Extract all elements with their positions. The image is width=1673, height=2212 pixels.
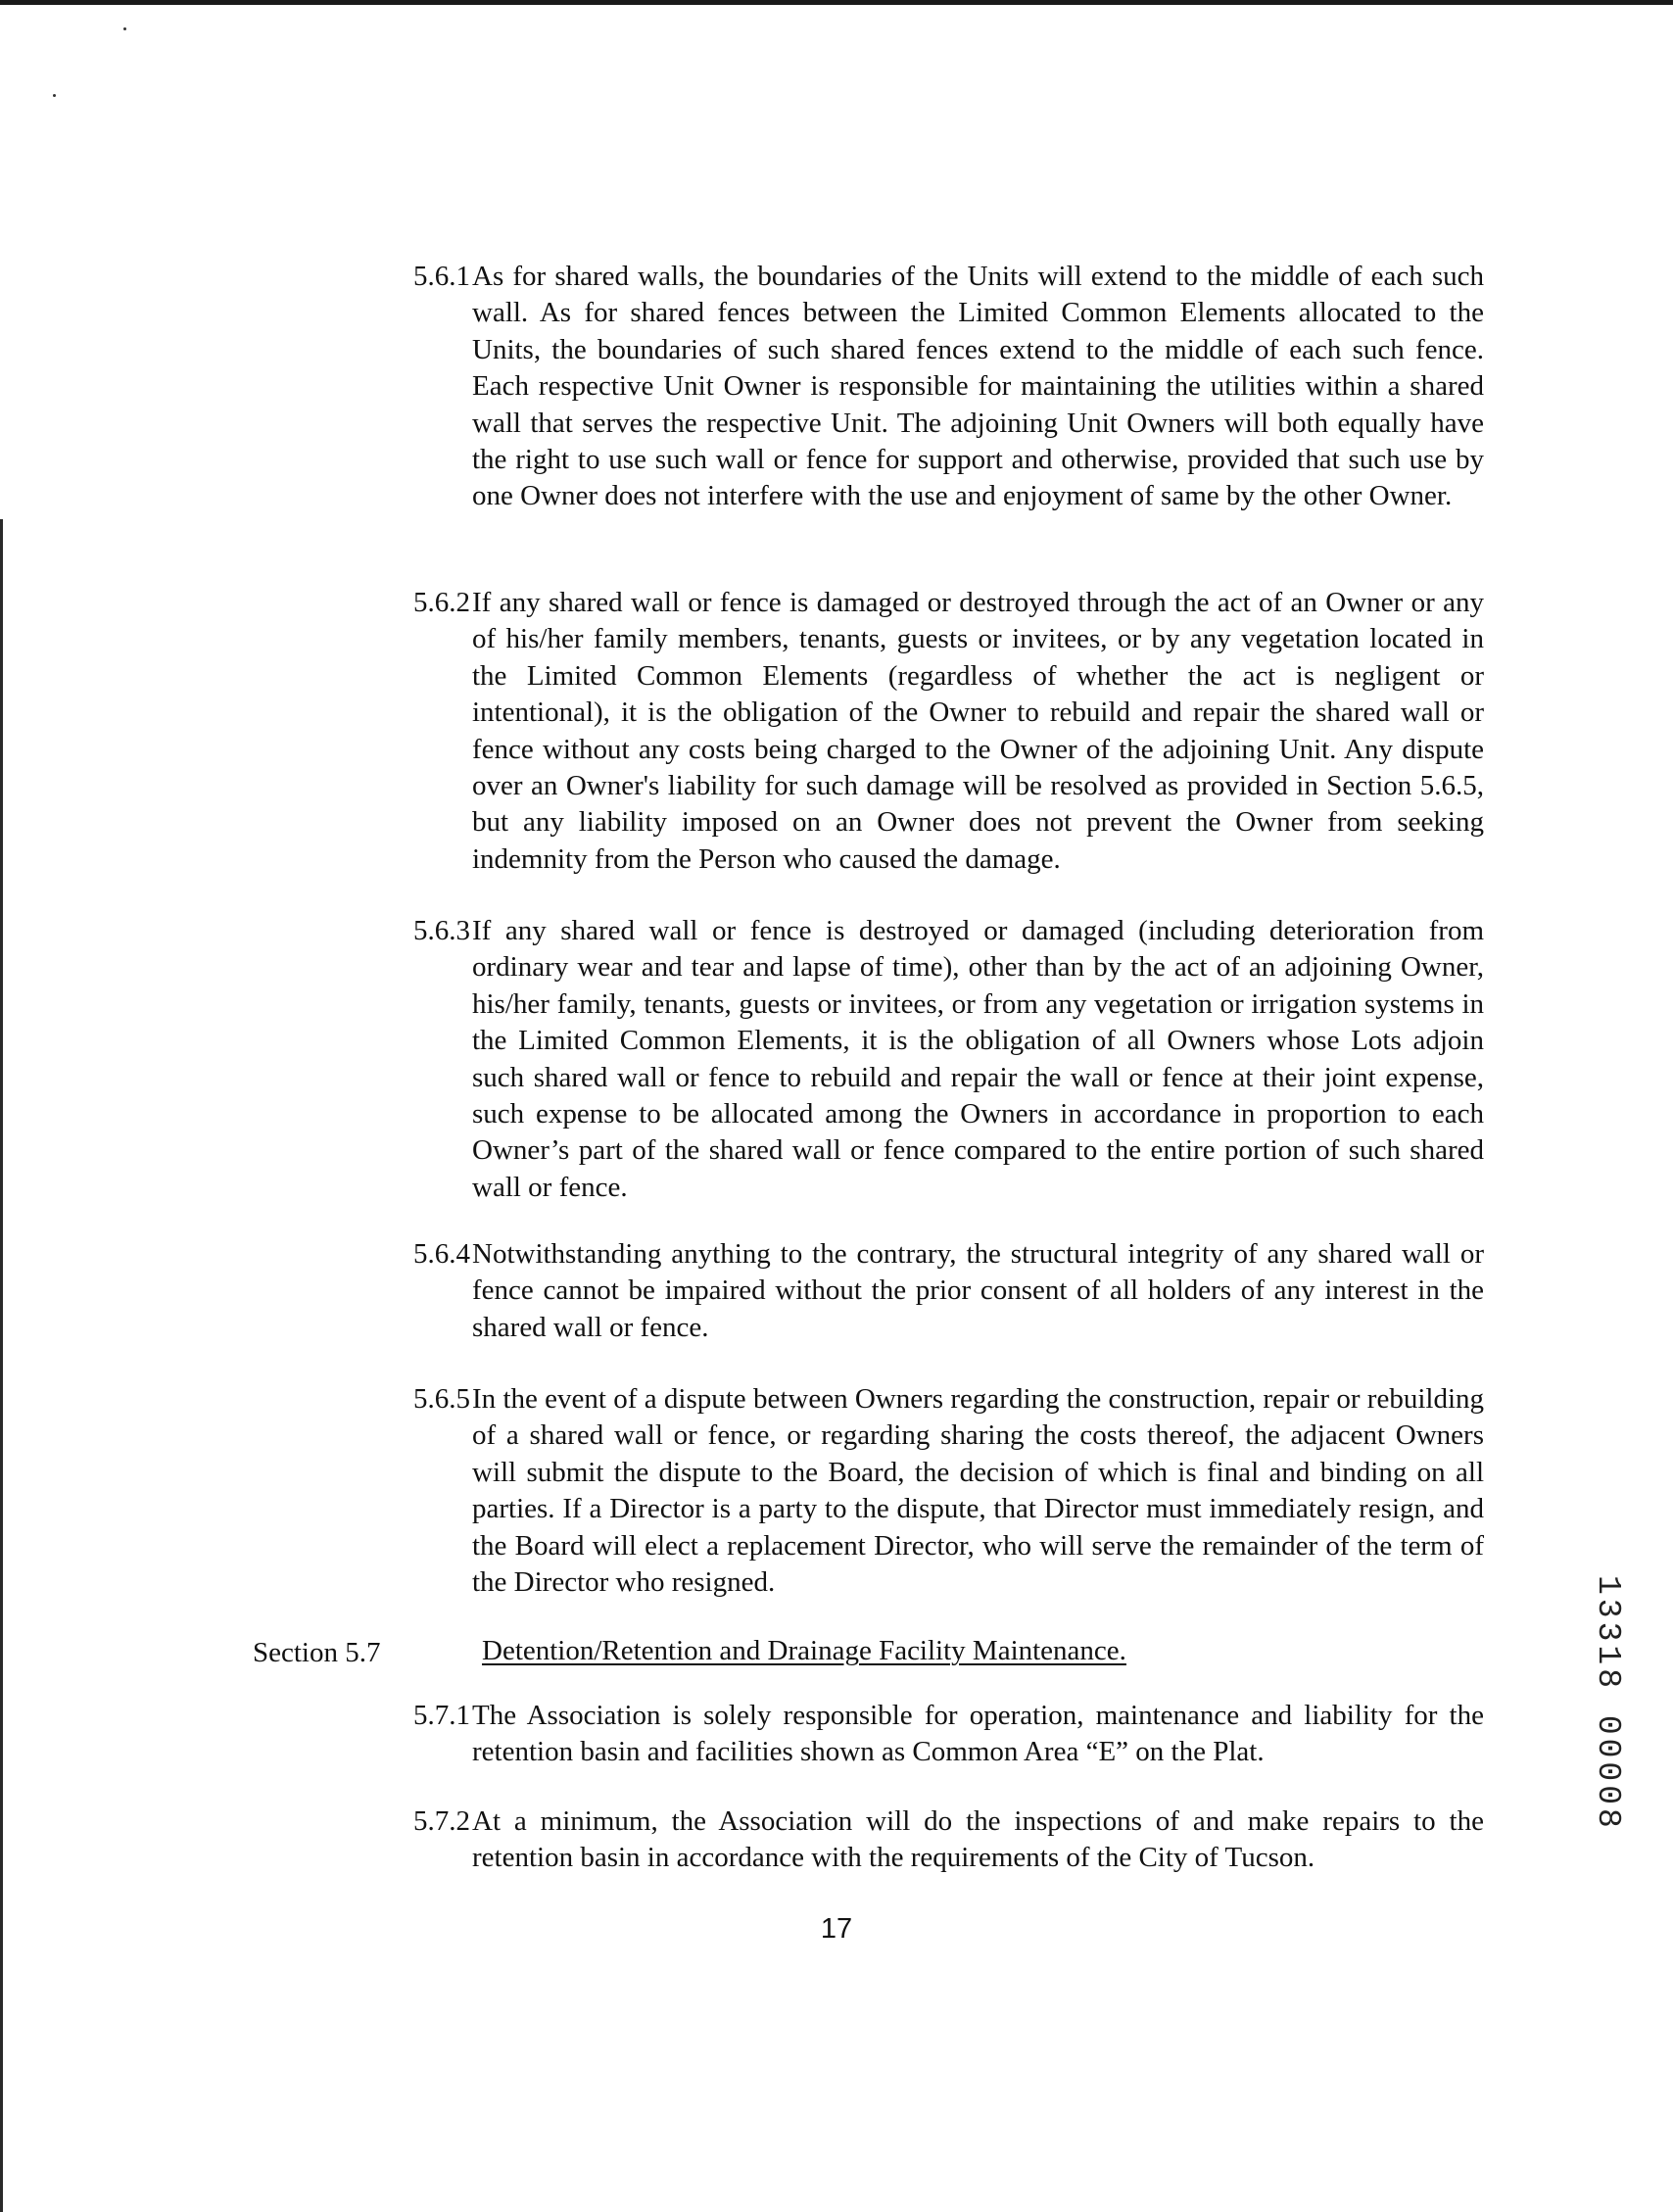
- paragraph-number: 5.6.5: [413, 1383, 470, 1415]
- page-number: 17: [820, 1913, 853, 1945]
- paragraph-text: If any shared wall or fence is damaged or destroyed through the act of an Owner or any of his/her family members, tenants, guests or invitees, or by any vegetation located in the Limited Common Elements (regardless of whether the act is negligent or intentional), it is the obligation of the Owner to rebuild and repair the shared wall or fence without any costs being charged to the Owner of the adjoining Unit. Any dispute over an Owner's liability for such damage will be resolved as provided in Section 5.6.5, but any liability imposed on an Owner does not prevent the Owner from seeking indemnity from the Person who caused the damage.: [472, 587, 1484, 875]
- paragraph-number: 5.7.2: [413, 1805, 470, 1837]
- scan-speck: [123, 27, 126, 30]
- paragraph-text: In the event of a dispute between Owners regarding the construction, repair or rebuilding of a shared wall or fence, or regarding sharing the costs thereof, the adjacent Owners will submit the dispute to the Board, the decision of which is final and binding on all parties. If a Director is a party to the dispute, that Director must immediately resign, and the Board will elect a replacement Director, who will serve the remainder of the term of the Director who resigned.: [472, 1383, 1484, 1599]
- paragraph-text: At a minimum, the Association will do the inspections of and make repairs to the retention basin in accordance with the requirements of the City of Tucson.: [472, 1805, 1484, 1874]
- recording-stamp: 13318 00008: [1590, 1575, 1626, 1832]
- scan-edge-mark: [0, 519, 3, 2212]
- paragraph-number: 5.6.2: [413, 587, 470, 618]
- paragraph-text: If any shared wall or fence is destroyed or damaged (including deterioration from ordinary wear and tear and lapse of time), other than by the act of an adjoining Owner, his/her family, tenants, guests or invitees, or from any vegetation or irrigation systems in the Limited Common Elements, it is the obligation of all Owners whose Lots adjoin such shared wall or fence to rebuild and repair the wall or fence at their joint expense, such expense to be allocated among the Owners in accordance in proportion to each Owner’s part of the shared wall or fence compared to the entire portion of such shared wall or fence.: [472, 915, 1484, 1203]
- paragraph-number: 5.6.4: [413, 1238, 470, 1270]
- section-title: Detention/Retention and Drainage Facility Maintenance.: [482, 1635, 1126, 1666]
- paragraph-number: 5.6.3: [413, 915, 470, 946]
- paragraph-number: 5.6.1: [413, 261, 470, 292]
- scan-speck: [53, 94, 56, 97]
- section-label: Section 5.7: [253, 1637, 381, 1668]
- paragraph-number: 5.7.1: [413, 1700, 470, 1731]
- paragraph-text: As for shared walls, the boundaries of the Units will extend to the middle of each such wall. As for shared fences between the Limited Common Elements allocated to the Units, the boundaries of such shared fences extend to the middle of each such fence. Each respective Unit Owner is responsible for maintaining the utilities within a shared wall that serves the respective Unit. The adjoining Unit Owners will both equally have the right to use such wall or fence for support and otherwise, provided that such use by one Owner does not interfere with the use and enjoyment of same by the other Owner.: [472, 261, 1484, 512]
- page-top-border: [0, 0, 1673, 5]
- paragraph-text: Notwithstanding anything to the contrary, the structural integrity of any shared wall or fence cannot be impaired without the prior consent of all holders of any interest in the shared wall or fence.: [472, 1238, 1484, 1343]
- paragraph-text: The Association is solely responsible for operation, maintenance and liability for the retention basin and facilities shown as Common Area “E” on the Plat.: [472, 1700, 1484, 1768]
